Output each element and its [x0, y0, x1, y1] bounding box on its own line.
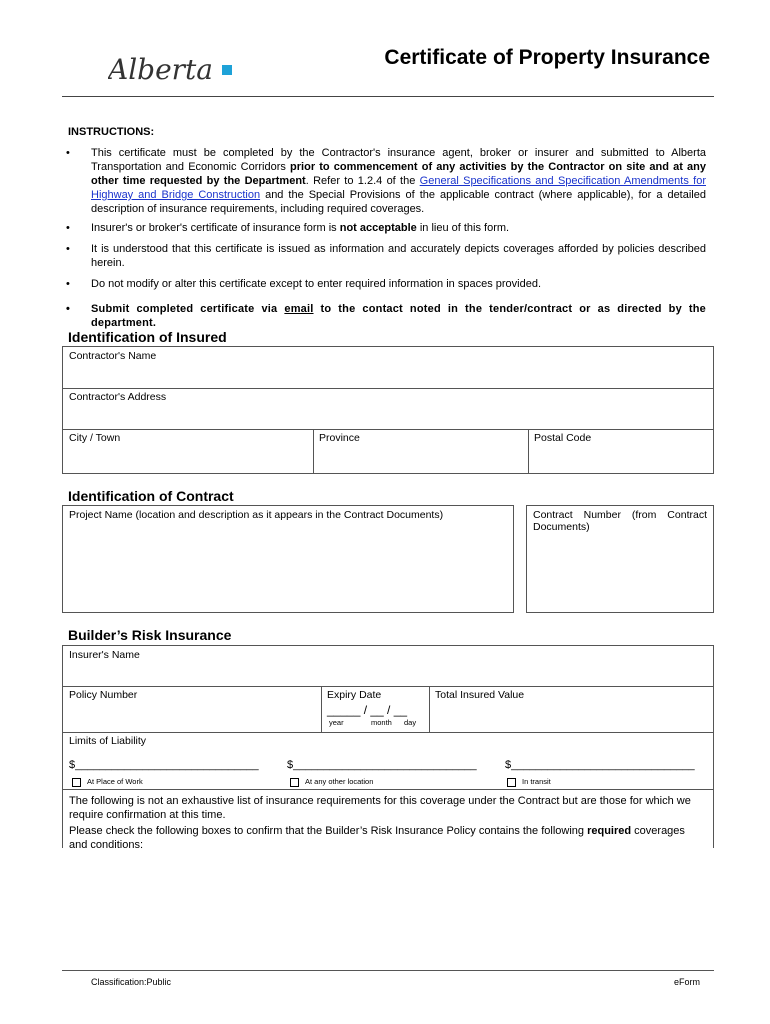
contractor-name-label: Contractor's Name — [69, 350, 157, 362]
expiry-date-field[interactable] — [321, 686, 429, 732]
instruction-text: It is understood that this certificate is issued as information and accurately depicts coverages afforded by policies described herein. — [91, 243, 706, 269]
expiry-date-label: Expiry Date — [327, 689, 382, 701]
instruction-item — [66, 242, 706, 270]
insurer-name-field[interactable] — [63, 646, 713, 686]
other-location-label: At any other location — [305, 777, 374, 786]
coverage-note-text: coverages and conditions: — [69, 825, 685, 851]
city-field[interactable] — [63, 429, 313, 473]
contract-number-label: Contract Number (from Contract Documents) — [533, 509, 707, 533]
in-transit-label: In transit — [522, 777, 551, 786]
bullet: • — [66, 147, 70, 159]
contract-heading: Identification of Contract — [68, 488, 234, 504]
limit-place-of-work-input[interactable]: $______________________________ — [69, 759, 259, 771]
project-name-field[interactable] — [62, 505, 514, 613]
instruction-text: Submit completed certificate via — [91, 303, 285, 315]
postal-code-field[interactable] — [528, 429, 713, 473]
builders-risk-heading: Builder’s Risk Insurance — [68, 627, 232, 643]
policy-number-field[interactable] — [63, 686, 321, 732]
contractor-name-field[interactable] — [63, 347, 713, 388]
coverage-note-text: The following is not an exhaustive list of insurance requirements for this coverage under the Contract but are those for which we require confirmation at this time. — [69, 795, 691, 821]
in-transit-option[interactable] — [501, 774, 557, 790]
logo-square-icon — [222, 65, 232, 75]
place-of-work-label: At Place of Work — [87, 777, 143, 786]
instruction-text: in lieu of this form. — [416, 222, 510, 234]
instruction-bold: not acceptable — [339, 222, 417, 234]
instruction-item — [66, 277, 706, 291]
bullet: • — [66, 278, 70, 290]
total-insured-value-field[interactable] — [429, 686, 713, 732]
month-label: month — [371, 718, 392, 727]
checkbox-icon[interactable] — [290, 778, 299, 787]
limit-other-location-input[interactable]: $______________________________ — [287, 759, 477, 771]
instruction-text: and the Special Provisions of the applicable contract (where applicable), for a detailed description of insurance requirements, including required coverages. — [91, 189, 706, 215]
builders-risk-section — [62, 645, 714, 851]
limit-in-transit-input[interactable]: $______________________________ — [505, 759, 695, 771]
specifications-link[interactable]: General Specifications and Specification Amendments for Highway and Bridge Construction — [91, 175, 706, 201]
policy-number-label: Policy Number — [69, 689, 138, 701]
total-insured-value-label: Total Insured Value — [435, 689, 525, 701]
contractor-address-label: Contractor's Address — [69, 391, 167, 403]
classification-label: Classification:Public — [91, 977, 172, 987]
contract-number-field[interactable] — [526, 505, 714, 613]
instruction-bold: prior to commencement of any activities by the Contractor on site and at any other time requested by the Department — [91, 161, 706, 187]
contractor-address-field[interactable] — [63, 388, 713, 429]
coverage-note-text: Please check the following boxes to confirm that the Builder’s Risk Insurance Policy contains the following — [69, 825, 588, 837]
year-label: year — [329, 718, 344, 727]
instruction-item — [66, 221, 706, 235]
instruction-text: to the contact noted in the tender/contract or as directed by the department. — [91, 303, 707, 329]
day-label: day — [404, 718, 417, 727]
header-divider — [62, 96, 714, 97]
alberta-logo — [108, 48, 238, 88]
checkbox-icon[interactable] — [72, 778, 81, 787]
insured-heading: Identification of Insured — [68, 329, 227, 345]
other-location-option[interactable] — [284, 774, 379, 790]
coverage-note-bold: required — [587, 825, 632, 837]
insurer-name-label: Insurer's Name — [69, 649, 140, 661]
instruction-text: . Refer to 1.2.4 of the — [305, 175, 420, 187]
coverage-note — [63, 791, 703, 855]
bullet: • — [66, 243, 70, 255]
insured-section — [62, 346, 714, 474]
province-field[interactable] — [313, 429, 528, 473]
footer-divider — [62, 970, 714, 971]
instruction-item — [66, 146, 706, 216]
bullet: • — [66, 303, 71, 315]
project-name-label: Project Name (location and description as it appears in the Contract Documents) — [69, 509, 444, 521]
logo-text: Alberta — [108, 53, 213, 86]
place-of-work-option[interactable] — [66, 774, 149, 790]
limits-of-liability-label: Limits of Liability — [69, 735, 147, 747]
instructions-heading: INSTRUCTIONS: — [68, 126, 155, 138]
postal-code-label: Postal Code — [534, 432, 592, 444]
page-title: Certificate of Property Insurance — [384, 46, 710, 69]
expiry-date-blanks: _____ / __ / __ — [327, 703, 408, 717]
city-label: City / Town — [69, 432, 121, 444]
instruction-text: Insurer's or broker's certificate of insurance form is — [91, 222, 340, 234]
checkbox-icon[interactable] — [507, 778, 516, 787]
instruction-item — [66, 302, 706, 330]
email-link[interactable]: email — [284, 303, 314, 315]
instruction-text: This certificate must be completed by the Contractor's insurance agent, broker or insurer and submitted to Alberta Transportation and Economic Corridors — [91, 147, 706, 173]
eform-label: eForm — [674, 977, 701, 987]
province-label: Province — [319, 432, 360, 444]
bullet: • — [66, 222, 70, 234]
instruction-text: Do not modify or alter this certificate except to enter required information in spaces provided. — [91, 278, 542, 290]
